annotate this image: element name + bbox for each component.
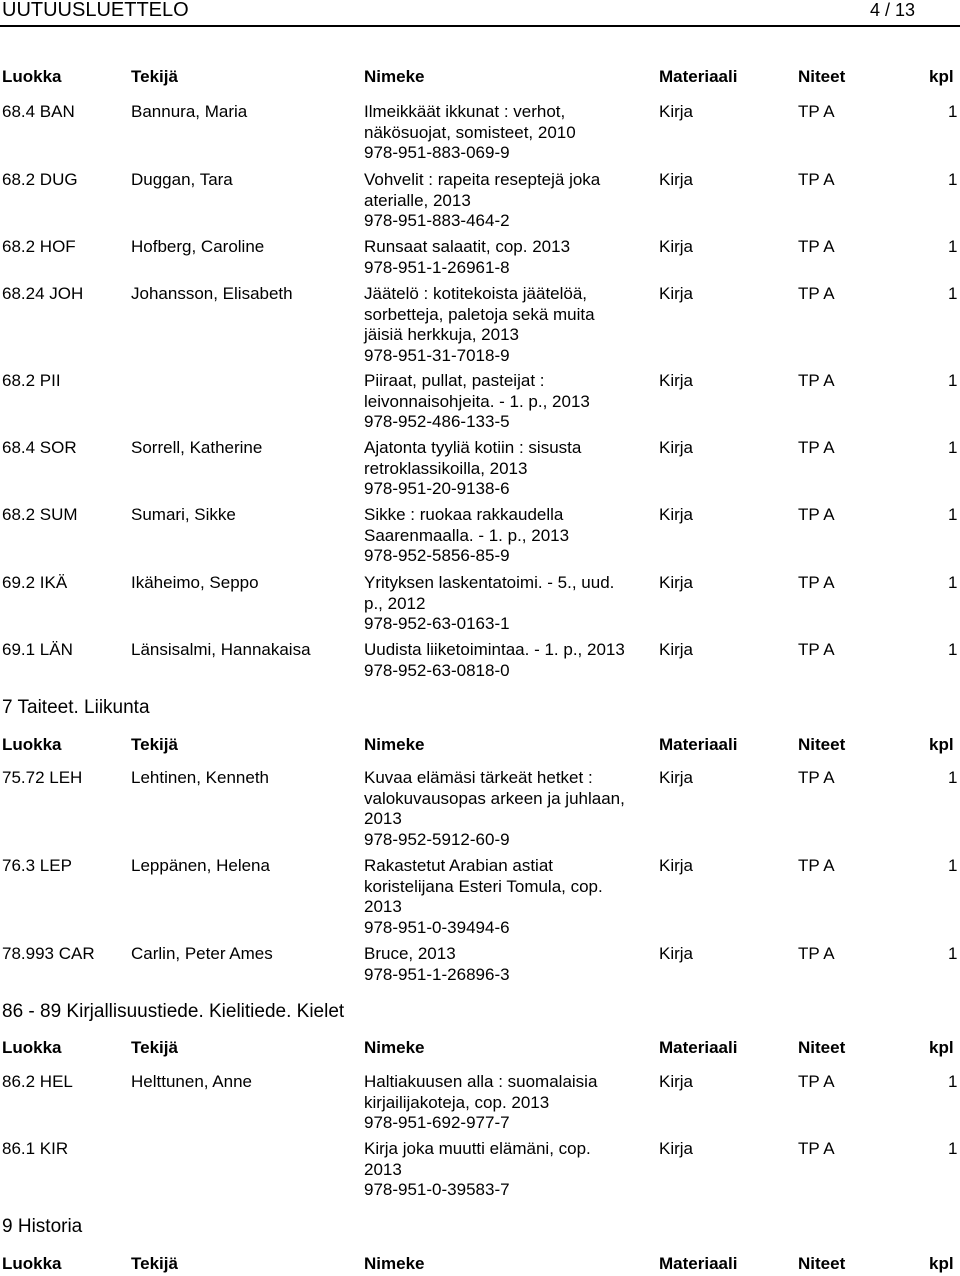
cell-tekija: Sorrell, Katherine (131, 438, 263, 457)
cell-materiaali: Kirja (659, 102, 694, 121)
nimeke-line: valokuvausopas arkeen ja juhlaan, (364, 788, 625, 808)
cell-kpl: 1 (948, 856, 958, 875)
nimeke-line: Piiraat, pullat, pasteijat : (364, 371, 545, 390)
column-header-niteet: Niteet (798, 67, 846, 86)
nimeke-line: Ajatonta tyyliä kotiin : sisusta (364, 438, 582, 457)
nimeke-line: aterialle, 2013 (364, 190, 471, 210)
cell-nimeke (364, 370, 656, 432)
nimeke-line: 978-951-0-39494-6 (364, 917, 510, 937)
cell-materiaali: Kirja (659, 1072, 694, 1091)
cell-niteet: TP A (798, 284, 835, 303)
nimeke-line: Bruce, 2013 (364, 944, 456, 963)
column-header-materiaali: Materiaali (659, 67, 738, 86)
cell-materiaali: Kirja (659, 284, 694, 303)
column-header-kpl: kpl (929, 1038, 954, 1057)
cell-luokka: 69.2 IKÄ (2, 573, 68, 592)
cell-nimeke (364, 283, 656, 365)
cell-nimeke (364, 504, 656, 566)
nimeke-line: 978-951-883-069-9 (364, 143, 510, 162)
header-divider (0, 25, 960, 27)
cell-materiaali: Kirja (659, 944, 694, 963)
cell-nimeke (364, 437, 656, 499)
column-header-niteet: Niteet (798, 735, 846, 754)
nimeke-line: 978-951-1-26961-8 (364, 257, 510, 277)
column-header-kpl: kpl (929, 1254, 954, 1273)
section-title: 9 Historia (2, 1216, 83, 1237)
column-header-kpl: kpl (929, 67, 954, 86)
cell-niteet: TP A (798, 640, 835, 659)
nimeke-line: 978-952-5856-85-9 (364, 546, 510, 565)
nimeke-line: 978-951-692-977-7 (364, 1113, 510, 1132)
cell-niteet: TP A (798, 856, 835, 875)
cell-tekija: Johansson, Elisabeth (131, 284, 293, 303)
cell-nimeke (364, 1071, 656, 1133)
table-header (0, 1254, 960, 1276)
table-header (0, 735, 960, 757)
cell-luokka: 86.2 HEL (2, 1072, 73, 1091)
nimeke-line: 978-951-31-7018-9 (364, 345, 510, 365)
cell-materiaali: Kirja (659, 170, 694, 189)
cell-tekija: Duggan, Tara (131, 170, 233, 189)
cell-tekija: Länsisalmi, Hannakaisa (131, 640, 311, 659)
column-header-tekija: Tekijä (131, 67, 178, 86)
nimeke-line: p., 2012 (364, 593, 426, 613)
cell-materiaali: Kirja (659, 438, 694, 457)
column-header-nimeke: Nimeke (364, 735, 425, 754)
page-header (0, 0, 960, 24)
column-header-luokka: Luokka (2, 67, 62, 86)
cell-luokka: 68.24 JOH (2, 284, 84, 303)
column-header-niteet: Niteet (798, 1254, 846, 1273)
cell-tekija: Carlin, Peter Ames (131, 944, 273, 963)
cell-luokka: 86.1 KIR (2, 1139, 69, 1158)
cell-materiaali: Kirja (659, 1139, 694, 1158)
cell-tekija: Ikäheimo, Seppo (131, 573, 259, 592)
column-header-luokka: Luokka (2, 735, 62, 754)
cell-materiaali: Kirja (659, 505, 694, 524)
cell-niteet: TP A (798, 237, 835, 256)
column-header-nimeke: Nimeke (364, 67, 425, 86)
nimeke-line: 978-952-5912-60-9 (364, 829, 510, 849)
cell-materiaali: Kirja (659, 856, 694, 875)
column-header-kpl: kpl (929, 735, 954, 754)
cell-luokka: 68.2 HOF (2, 237, 76, 256)
cell-kpl: 1 (948, 768, 958, 787)
nimeke-line: 2013 (364, 897, 402, 916)
nimeke-line: Uudista liiketoimintaa. - 1. p., 2013 (364, 640, 625, 659)
cell-luokka: 68.2 SUM (2, 505, 78, 524)
cell-materiaali: Kirja (659, 371, 694, 390)
nimeke-line: retroklassikoilla, 2013 (364, 458, 528, 478)
nimeke-line: 2013 (364, 1159, 402, 1179)
cell-tekija: Bannura, Maria (131, 102, 248, 121)
column-header-nimeke: Nimeke (364, 1038, 425, 1057)
nimeke-line: 978-952-486-133-5 (364, 412, 510, 431)
section-title: 7 Taiteet. Liikunta (2, 697, 150, 718)
cell-kpl: 1 (948, 944, 958, 963)
cell-tekija: Lehtinen, Kenneth (131, 768, 270, 787)
cell-luokka: 76.3 LEP (2, 856, 72, 875)
nimeke-line: Yrityksen laskentatoimi. - 5., uud. (364, 573, 615, 592)
cell-kpl: 1 (948, 284, 958, 303)
cell-kpl: 1 (948, 371, 958, 390)
cell-kpl: 1 (948, 505, 958, 524)
cell-nimeke (364, 943, 656, 984)
cell-kpl: 1 (948, 170, 958, 189)
cell-nimeke (364, 767, 656, 849)
nimeke-line: 978-952-63-0163-1 (364, 614, 510, 633)
cell-luokka: 68.4 BAN (2, 102, 75, 121)
cell-kpl: 1 (948, 102, 958, 121)
nimeke-line: leivonnaisohjeita. - 1. p., 2013 (364, 391, 590, 411)
nimeke-line: 978-951-1-26896-3 (364, 964, 510, 984)
cell-niteet: TP A (798, 944, 835, 963)
column-header-materiaali: Materiaali (659, 735, 738, 754)
cell-nimeke (364, 101, 656, 163)
nimeke-line: 978-952-63-0818-0 (364, 660, 510, 680)
nimeke-line: sorbetteja, paletoja sekä muita (364, 304, 595, 324)
cell-niteet: TP A (798, 505, 835, 524)
column-header-tekija: Tekijä (131, 735, 178, 754)
cell-materiaali: Kirja (659, 768, 694, 787)
cell-nimeke (364, 236, 656, 277)
cell-niteet: TP A (798, 170, 835, 189)
column-header-materiaali: Materiaali (659, 1254, 738, 1273)
cell-niteet: TP A (798, 1139, 835, 1158)
cell-niteet: TP A (798, 102, 835, 121)
nimeke-line: Sikke : ruokaa rakkaudella (364, 505, 564, 524)
cell-luokka: 68.2 DUG (2, 170, 78, 189)
cell-kpl: 1 (948, 237, 958, 256)
cell-tekija: Leppänen, Helena (131, 856, 270, 875)
cell-tekija: Helttunen, Anne (131, 1072, 252, 1091)
cell-nimeke (364, 639, 656, 680)
nimeke-line: Jäätelö : kotitekoista jäätelöä, (364, 284, 588, 303)
nimeke-line: 2013 (364, 809, 402, 828)
column-header-nimeke: Nimeke (364, 1254, 425, 1273)
cell-tekija: Hofberg, Caroline (131, 237, 265, 256)
document-title: UUTUUSLUETTELO (2, 0, 189, 21)
cell-materiaali: Kirja (659, 640, 694, 659)
column-header-tekija: Tekijä (131, 1038, 178, 1057)
nimeke-line: koristelijana Esteri Tomula, cop. (364, 876, 603, 896)
cell-luokka: 75.72 LEH (2, 768, 83, 787)
table-header (0, 1038, 960, 1060)
cell-nimeke (364, 1138, 656, 1200)
nimeke-line: Haltiakuusen alla : suomalaisia (364, 1072, 598, 1091)
nimeke-line: Rakastetut Arabian astiat (364, 856, 554, 875)
cell-materiaali: Kirja (659, 573, 694, 592)
nimeke-line: Kuvaa elämäsi tärkeät hetket : (364, 768, 593, 787)
cell-niteet: TP A (798, 371, 835, 390)
nimeke-line: Vohvelit : rapeita reseptejä joka (364, 170, 601, 189)
section-title: 86 - 89 Kirjallisuustiede. Kielitiede. Kielet (2, 1001, 345, 1022)
page-number: 4 / 13 (870, 0, 916, 20)
cell-kpl: 1 (948, 438, 958, 457)
cell-niteet: TP A (798, 573, 835, 592)
cell-nimeke (364, 855, 656, 937)
nimeke-line: Ilmeikkäät ikkunat : verhot, (364, 102, 566, 121)
nimeke-line: jäisiä herkkuja, 2013 (364, 325, 519, 344)
cell-niteet: TP A (798, 1072, 835, 1091)
cell-luokka: 69.1 LÄN (2, 640, 73, 659)
cell-kpl: 1 (948, 1072, 958, 1091)
cell-tekija: Sumari, Sikke (131, 505, 236, 524)
cell-kpl: 1 (948, 640, 958, 659)
column-header-tekija: Tekijä (131, 1254, 178, 1273)
nimeke-line: Saarenmaalla. - 1. p., 2013 (364, 525, 570, 545)
nimeke-line: Runsaat salaatit, cop. 2013 (364, 237, 571, 256)
nimeke-line: 978-951-883-464-2 (364, 211, 510, 230)
cell-luokka: 68.4 SOR (2, 438, 77, 457)
nimeke-line: Kirja joka muutti elämäni, cop. (364, 1139, 591, 1158)
nimeke-line: näkösuojat, somisteet, 2010 (364, 122, 576, 142)
cell-nimeke (364, 169, 656, 231)
nimeke-line: 978-951-0-39583-7 (364, 1180, 510, 1199)
cell-kpl: 1 (948, 573, 958, 592)
column-header-luokka: Luokka (2, 1038, 62, 1057)
cell-niteet: TP A (798, 438, 835, 457)
cell-nimeke (364, 572, 656, 634)
column-header-materiaali: Materiaali (659, 1038, 738, 1057)
cell-niteet: TP A (798, 768, 835, 787)
cell-luokka: 68.2 PII (2, 371, 61, 390)
cell-luokka: 78.993 CAR (2, 944, 95, 963)
nimeke-line: kirjailijakoteja, cop. 2013 (364, 1092, 550, 1112)
cell-kpl: 1 (948, 1139, 958, 1158)
nimeke-line: 978-951-20-9138-6 (364, 479, 510, 498)
table-header (0, 67, 960, 89)
cell-materiaali: Kirja (659, 237, 694, 256)
column-header-luokka: Luokka (2, 1254, 62, 1273)
column-header-niteet: Niteet (798, 1038, 846, 1057)
